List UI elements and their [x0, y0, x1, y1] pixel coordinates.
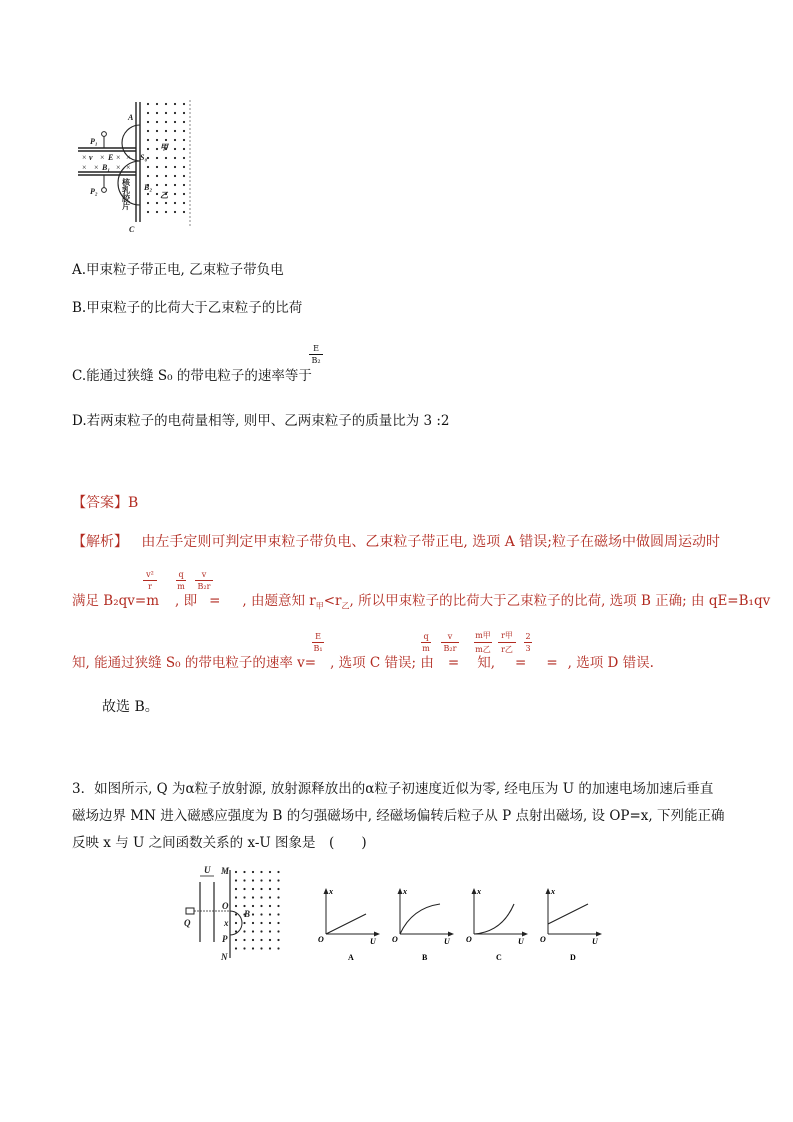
analysis-text-2b: , 即 [175, 593, 198, 609]
answer-line [72, 492, 138, 512]
sub-yi: 乙 [341, 601, 350, 611]
answer-label: 【答案】 [72, 495, 128, 511]
frac-mj-my: m甲 m乙 [475, 631, 491, 654]
field-dots-2 [235, 871, 280, 950]
y-arrow [398, 888, 403, 894]
frac-v-B2r: v B₂r [195, 570, 213, 591]
analysis-text-3a: 知, 能通过狭缝 S₀ 的带电粒子的速率 v= [72, 655, 317, 671]
label-U: U [204, 865, 211, 875]
frac-v2-r: v² r [143, 570, 157, 591]
label-N: N [221, 952, 228, 962]
option-c: C.能通过狭缝 S₀ 的带电粒子的速率等于 [72, 368, 312, 384]
svg-text:×: × [116, 153, 121, 162]
analysis-line-1 [72, 531, 720, 551]
origin-label: O [540, 935, 546, 944]
label-v: v [89, 153, 93, 162]
axis-label-x: x [551, 887, 555, 896]
analysis-text-1: 由左手定则可判定甲束粒子带负电、乙束粒子带正电, 选项 A 错误;粒子在磁场中做圆周运动时 [141, 534, 720, 550]
option-b: B.甲束粒子的比荷大于乙束粒子的比荷 [72, 300, 303, 316]
xu-graphs [318, 880, 618, 964]
svg-text:×: × [100, 153, 105, 162]
label-B2: B₂ [144, 183, 153, 192]
analysis-line-2 [72, 589, 770, 612]
curve [474, 904, 514, 934]
curve [326, 914, 366, 934]
option-a: A.甲束粒子带正电, 乙束粒子带负电 [72, 262, 284, 278]
q3-line-1: 3．如图所示, Q 为α粒子放射源, 放射源释放出的α粒子初速度近似为零, 经电压为 U 的加速电场加速后垂直 [72, 781, 714, 797]
option-c-fraction: E B₂ [309, 344, 323, 365]
analysis-text-2e: <r [323, 593, 342, 609]
field-dots [147, 100, 190, 228]
mass-spectrometer-figure [74, 98, 194, 238]
svg-text:×: × [126, 163, 131, 172]
label-P1: P₁ [90, 137, 98, 146]
graph-label: D [570, 953, 576, 962]
y-arrow [472, 888, 477, 894]
analysis-text-3g: , 选项 D 错误. [567, 655, 654, 671]
origin-label: O [392, 935, 398, 944]
frac-q-m: q m [177, 570, 185, 591]
frac-E-B1: E B₁ [313, 632, 323, 653]
x-arrow [596, 932, 602, 937]
label-A: A [128, 113, 134, 122]
label-P2: P₂ [90, 187, 98, 196]
origin-label: O [466, 935, 472, 944]
label-B: B [244, 909, 251, 919]
origin-label: O [318, 935, 324, 944]
analysis-text-2d: , 由题意知 r [242, 593, 316, 609]
sub-jia: 甲 [315, 601, 324, 611]
analysis-text-2c: = [209, 593, 221, 609]
label-film: 核乳胶片 [121, 178, 131, 210]
graph-a [318, 887, 380, 962]
analysis-text-2a: 满足 B₂qv=m [72, 593, 160, 609]
q3-line-3: 反映 x 与 U 之间函数关系的 x-U 图象是 ( ) [72, 835, 367, 851]
label-M: M [221, 866, 230, 876]
frac-q-m-2: q m [422, 632, 430, 653]
x-arrow [374, 932, 380, 937]
analysis-line-3 [72, 651, 654, 671]
svg-text:×: × [82, 163, 87, 172]
analysis-text-3d: 知, [477, 655, 496, 671]
analysis-text-3e: = [515, 655, 527, 671]
frac-v-B2r-2: v B₂r [441, 632, 459, 653]
answer-value: B [128, 495, 139, 511]
axis-label-x: x [477, 887, 481, 896]
svg-text:×: × [82, 153, 87, 162]
label-O: O [222, 901, 229, 911]
label-x: x [224, 918, 229, 928]
graph-b [392, 887, 454, 962]
y-arrow [324, 888, 329, 894]
graph-label: C [496, 953, 502, 962]
label-P: P [222, 934, 228, 944]
label-E: E [108, 153, 114, 162]
analysis-label: 【解析】 [72, 534, 128, 550]
analysis-text-3b: , 选项 C 错误; 由 [330, 655, 434, 671]
label-B1: B₁ [102, 163, 111, 172]
svg-text:×: × [116, 163, 121, 172]
analysis-text-3f: = [546, 655, 558, 671]
y-arrow [546, 888, 551, 894]
axis-label-x: x [329, 887, 333, 896]
x-arrow [522, 932, 528, 937]
graph-label: B [422, 953, 428, 962]
analysis-text-3c: = [447, 655, 460, 671]
svg-text:×: × [126, 153, 131, 162]
axis-label-u: U [370, 937, 376, 946]
axis-label-u: U [518, 937, 524, 946]
frac-2-3: 2 3 [525, 632, 531, 653]
label-jia: 甲 [160, 143, 168, 152]
axis-label-u: U [592, 937, 598, 946]
label-yi: 乙 [160, 191, 168, 200]
graph-label: A [348, 953, 354, 962]
axis-label-u: U [444, 937, 450, 946]
frac-rj-ry: r甲 r乙 [498, 630, 516, 655]
axis-label-x: x [403, 887, 407, 896]
svg-text:×: × [94, 163, 99, 172]
option-d: D.若两束粒子的电荷量相等, 则甲、乙两束粒子的质量比为 3 :2 [72, 413, 450, 429]
x-arrow [448, 932, 454, 937]
label-Q: Q [184, 918, 191, 928]
curve [548, 904, 588, 924]
analysis-text-2f: , 所以甲束粒子的比荷大于乙束粒子的比荷, 选项 B 正确; 由 qE=B₁qv [349, 593, 771, 609]
q3-line-2: 磁场边界 MN 进入磁感应强度为 B 的匀强磁场中, 经磁场偏转后粒子从 P 点射出磁场, 设 OP=x, 下列能正确 [72, 808, 725, 824]
label-C: C [129, 225, 135, 234]
conclusion: 故选 B。 [102, 699, 159, 715]
graph-d [540, 887, 602, 962]
graph-c [466, 887, 528, 962]
curve [400, 904, 440, 934]
accelerator-figure [180, 862, 290, 964]
label-S0: S₀ [140, 153, 148, 162]
